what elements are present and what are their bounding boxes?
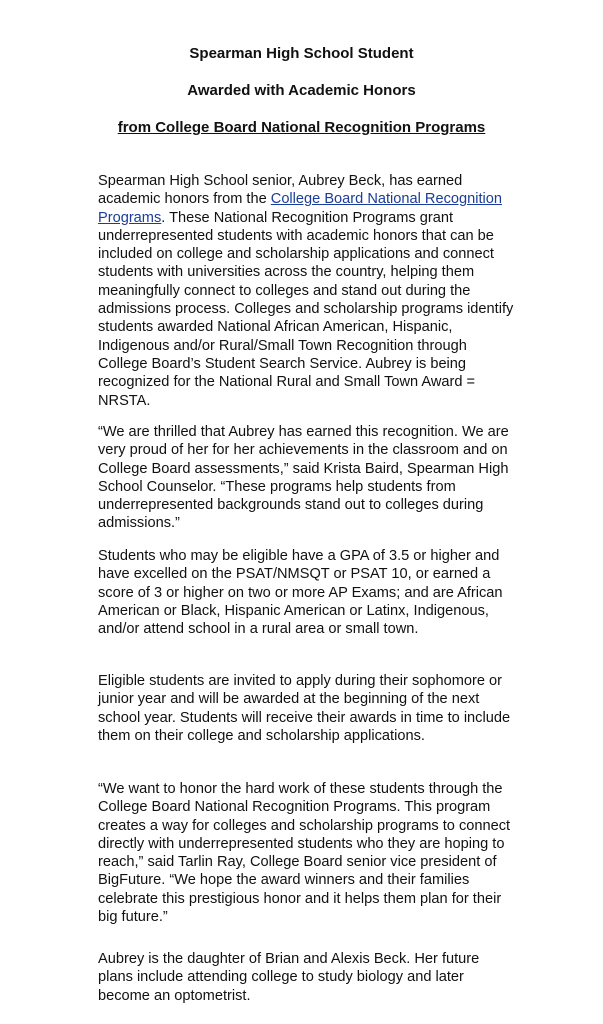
title-line-3: from College Board National Recognition Programs bbox=[117, 119, 486, 136]
paragraph-family bbox=[98, 950, 518, 1005]
college-board-programs-link[interactable]: College Board National Recognition Programs bbox=[98, 191, 502, 226]
intro-text-start: Spearman High School senior, Aubrey Beck, has earned academic honors from the bbox=[98, 173, 463, 208]
vp-quote-text: “We want to honor the hard work of these students through the College Board National Recognition Programs. This program creates a way for colleges and scholarship programs to connect directly with underrepresented students who they are hoping to reach,” said Tarlin Ray, College Board senior vice president of BigFuture. “We hope the award winners and their families celebrate this prestigious honor and it helps them plan for their big future.” bbox=[98, 781, 511, 926]
counselor-quote-text: “We are thrilled that Aubrey has earned this recognition. We are very proud of her for her achievements in the classroom and on College Board assessments,” said Krista Baird, Spearman High School Counselor. “These programs help students from underrepresented backgrounds stand out to colleges during admissions.” bbox=[98, 424, 509, 532]
paragraph-application bbox=[98, 672, 518, 745]
eligibility-text: Students who may be eligible have a GPA of 3.5 or higher and have excelled on the PSAT/NMSQT or PSAT 10, or earned a score of 3 or higher on two or more AP Exams; and are African American or Black, Hispanic American or Latinx, Indigenous, and/or attend school in a rural area or small town. bbox=[98, 548, 503, 638]
paragraph-eligibility bbox=[98, 547, 518, 638]
title-line-1: Spearman High School Student bbox=[189, 45, 414, 62]
paragraph-intro bbox=[98, 172, 518, 410]
title-line-2: Awarded with Academic Honors bbox=[187, 82, 416, 99]
application-text: Eligible students are invited to apply during their sophomore or junior year and will be awarded at the beginning of the next school year. Students will receive their awards in time to include them on their college and scholarship applications. bbox=[98, 673, 511, 744]
intro-text-end: . These National Recognition Programs grant underrepresented students with academic honors that can be included on college and scholarship applications and connect students with universities across the country, helping them meaningfully connect to colleges and stand out during the admissions process. Colleges and scholarship programs identify students awarded National African American, Hispanic, Indigenous and/or Rural/Small Town Recognition through College Board’s Student Search Service. Aubrey is being recognized for the National Rural and Small Town Award = NRSTA. bbox=[98, 209, 514, 409]
paragraph-counselor-quote bbox=[98, 423, 518, 533]
paragraph-vp-quote bbox=[98, 780, 518, 926]
family-text: Aubrey is the daughter of Brian and Alexis Beck. Her future plans include attending college to study biology and later become an optometrist. bbox=[98, 951, 480, 1004]
